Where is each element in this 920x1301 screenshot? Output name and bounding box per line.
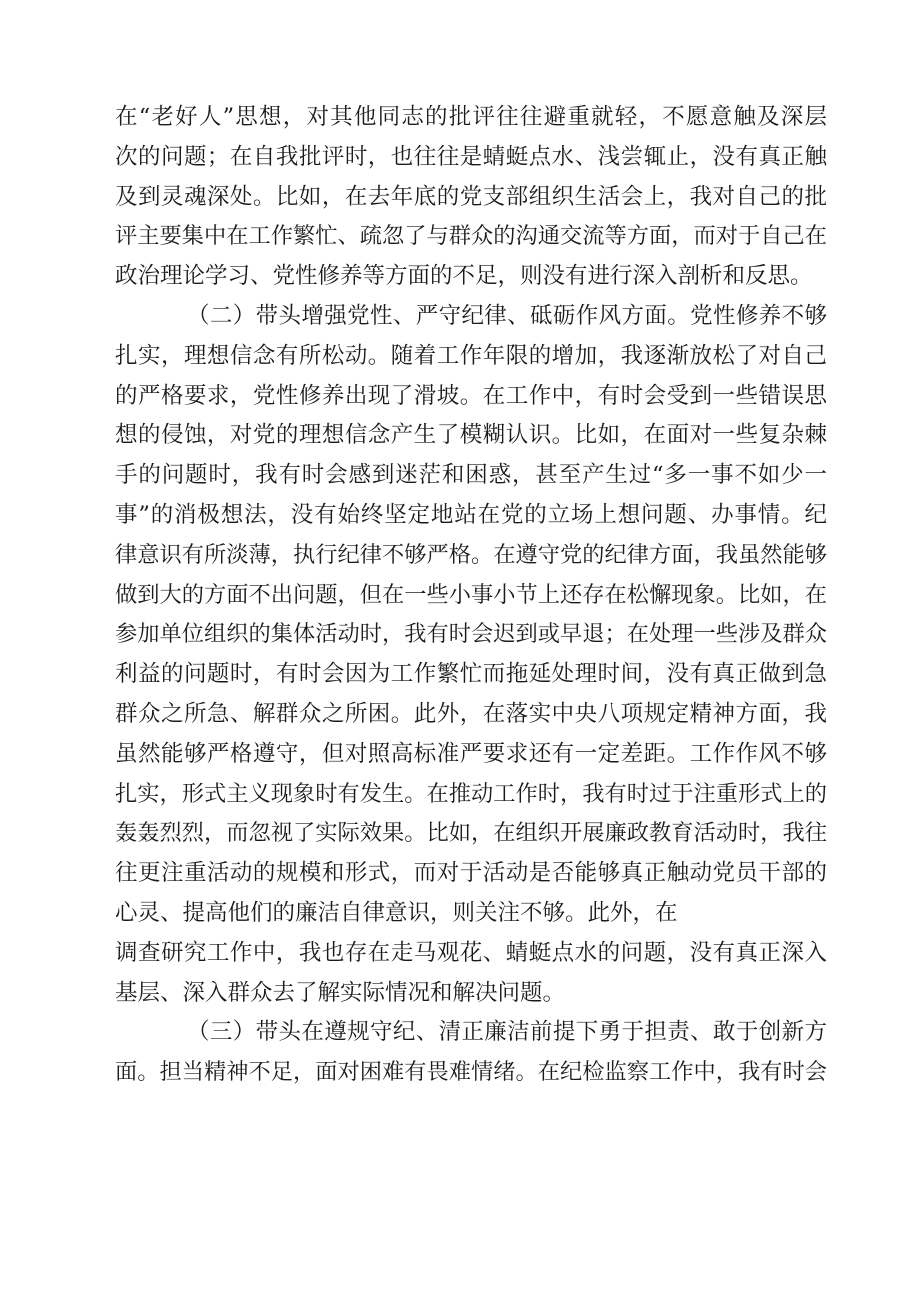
text-line: 调查研究工作中，我也存在走马观花、蜻蜓点水的问题，没有真正深入 bbox=[115, 939, 827, 966]
text-line: 及到灵魂深处。比如，在去年底的党支部组织生活会上，我对自己的批 bbox=[115, 183, 827, 210]
text-line: 利益的问题时，有时会因为工作繁忙而拖延处理时间，没有真正做到急 bbox=[115, 661, 827, 688]
text-line: 虽然能够严格遵守，但对照高标准严要求还有一定差距。工作作风不够 bbox=[115, 740, 827, 767]
text-line: 扎实，形式主义现象时有发生。在推动工作时，我有时过于注重形式上的 bbox=[115, 780, 827, 807]
text-line: 想的侵蚀，对党的理想信念产生了模糊认识。比如，在面对一些复杂棘 bbox=[115, 422, 827, 449]
text-line: 轰轰烈烈，而忽视了实际效果。比如，在组织开展廉政教育活动时，我往 bbox=[115, 820, 827, 847]
text-line: 的严格要求，党性修养出现了滑坡。在工作中，有时会受到一些错误思 bbox=[115, 382, 827, 409]
text-line: 基层、深入群众去了解实际情况和解决问题。 bbox=[115, 979, 566, 1006]
text-line: 次的问题；在自我批评时，也往往是蜻蜓点水、浅尝辄止，没有真正触 bbox=[115, 143, 827, 170]
text-line: 政治理论学习、党性修养等方面的不足，则没有进行深入剖析和反思。 bbox=[115, 263, 813, 290]
text-line: 参加单位组织的集体活动时，我有时会迟到或早退；在处理一些涉及群众 bbox=[115, 621, 827, 648]
document-body bbox=[115, 98, 827, 1093]
text-line: （三）带头在遵规守纪、清正廉洁前提下勇于担责、敢于创新方 bbox=[187, 1019, 827, 1046]
text-line: 评主要集中在工作繁忙、疏忽了与群众的沟通交流等方面，而对于自己在 bbox=[115, 223, 827, 250]
text-line: 扎实，理想信念有所松动。随着工作年限的增加，我逐渐放松了对自己 bbox=[115, 342, 827, 369]
text-line: 心灵、提高他们的廉洁自律意识，则关注不够。此外，在 bbox=[115, 899, 678, 926]
text-line: 往更注重活动的规模和形式，而对于活动是否能够真正触动党员干部的 bbox=[115, 860, 827, 887]
text-line: 面。担当精神不足，面对困难有畏难情绪。在纪检监察工作中，我有时会 bbox=[115, 1059, 827, 1086]
text-line: 做到大的方面不出问题，但在一些小事小节上还存在松懈现象。比如，在 bbox=[115, 581, 827, 608]
text-line: 事”的消极想法，没有始终坚定地站在党的立场上想问题、办事情。纪 bbox=[115, 501, 827, 528]
text-line: （二）带头增强党性、严守纪律、砥砺作风方面。党性修养不够 bbox=[187, 302, 827, 329]
text-line: 律意识有所淡薄，执行纪律不够严格。在遵守党的纪律方面，我虽然能够 bbox=[115, 541, 827, 568]
text-line: 在“老好人”思想，对其他同志的批评往往避重就轻，不愿意触及深层 bbox=[115, 104, 827, 130]
text-line: 群众之所急、解群众之所困。此外，在落实中央八项规定精神方面，我 bbox=[115, 700, 827, 727]
text-line: 手的问题时，我有时会感到迷茫和困惑，甚至产生过“多一事不如少一 bbox=[115, 462, 827, 489]
